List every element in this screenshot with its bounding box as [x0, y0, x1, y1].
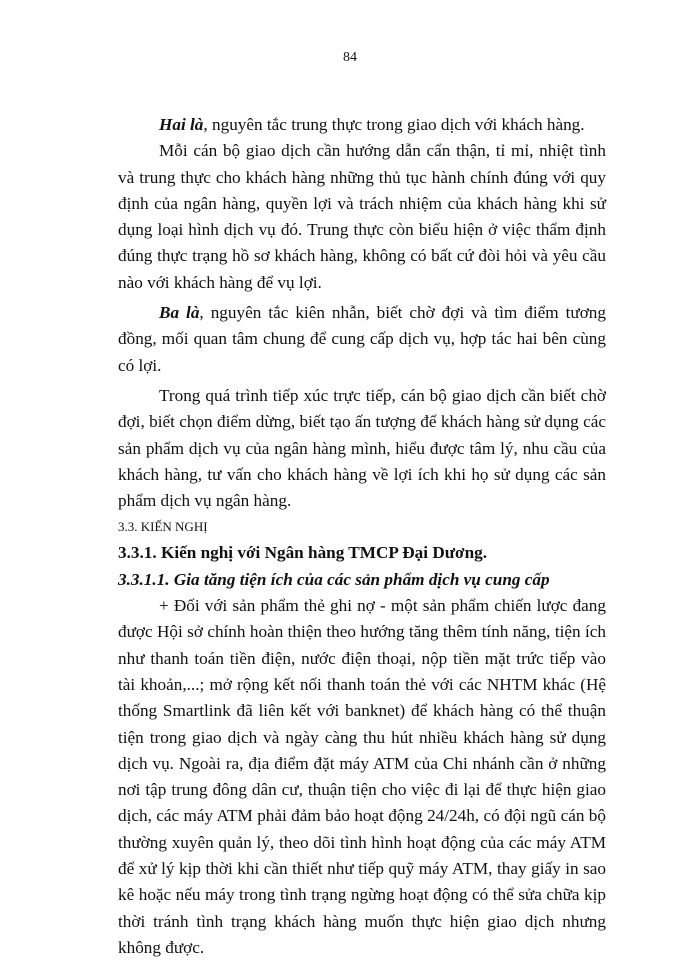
paragraph-honesty-detail: Mỗi cán bộ giao dịch cần hướng dẫn cẩn thận, tỉ mỉ, nhiệt tình và trung thực cho khách hàng những thủ tục hành chính đúng với quy định của ngân hàng, quyền lợi và trách nhiệm của khách hàng khi sử dụng loại hình dịch vụ đó. Trung thực còn biểu hiện ở việc thẩm định đúng thực trạng hồ sơ khách hàng, không có bất cứ đòi hỏi và yêu cầu nào với khách hàng để vụ lợi.	[118, 141, 606, 292]
paragraph-text: , nguyên tắc trung thực trong giao dịch với khách hàng.	[203, 115, 585, 134]
paragraph-text: , nguyên tắc kiên nhẫn, biết chờ đợi và tìm điểm tương đồng, mối quan tâm chung để cung cấp dịch vụ, hợp tác hai bên cùng có lợi.	[118, 303, 606, 375]
paragraph-patience-detail: Trong quá trình tiếp xúc trực tiếp, cán bộ giao dịch cần biết chờ đợi, biết chọn điểm dừng, biết tạo ấn tượng để khách hàng sử dụng các sản phẩm dịch vụ của ngân hàng mình, hiểu được tâm lý, nhu cầu của khách hàng, tư vấn cho khách hàng về lợi ích khi họ sử dụng các sản phẩm dịch vụ ngân hàng.	[118, 385, 606, 511]
section-heading: 3.3. KIẾN NGHỊ	[118, 519, 208, 535]
paragraph-honesty-principle	[118, 112, 606, 138]
paragraph-lead: Ba là	[159, 303, 200, 323]
page-number: 84	[343, 50, 357, 65]
paragraph-lead: Hai là	[159, 115, 204, 134]
paragraph-debit-card: + Đối với sản phẩm thẻ ghi nợ - một sản phẩm chiến lược đang được Hội sở chính hoàn thiện theo hướng tăng thêm tính năng, tiện ích như thanh toán tiền điện, nước điện thoại, nộp tiền mặt trức tiếp vào tài khoản,...; mở rộng kết nối thanh toán thẻ với các NHTM khác (Hệ thống Smartlink đã liên kết với banknet) để khách hàng có thể thuận tiện trong giao dịch và ngày càng thu hút nhiều khách hàng sử dụng dịch vụ. Ngoài ra, địa điểm đặt máy ATM của Chi nhánh cần ở những nơi tập trung đông dân cư, thuận tiện cho việc đi lại để thực hiện giao dịch, các máy ATM phải đảm bảo hoạt động 24/24h, có đội ngũ cán bộ thường xuyên quản lý, theo dõi tình hình hoạt động của các máy ATM để xử lý kịp thời khi cần thiết như tiếp quỹ máy ATM, thay giấy in sao kê hoặc nếu máy trong tình trạng ngừng hoạt động có thể sửa chữa kịp thời tránh tình trạng khách hàng muốn thực hiện giao dịch nhưng không được.	[118, 596, 606, 957]
subsubsection-heading: 3.3.1.1. Gia tăng tiện ích của các sản phẩm dịch vụ cung cấp	[118, 569, 550, 589]
subsection-heading: 3.3.1. Kiến nghị với Ngân hàng TMCP Đại Dương.	[118, 543, 488, 563]
document-body	[118, 112, 606, 961]
paragraph-patience-principle	[118, 300, 606, 379]
